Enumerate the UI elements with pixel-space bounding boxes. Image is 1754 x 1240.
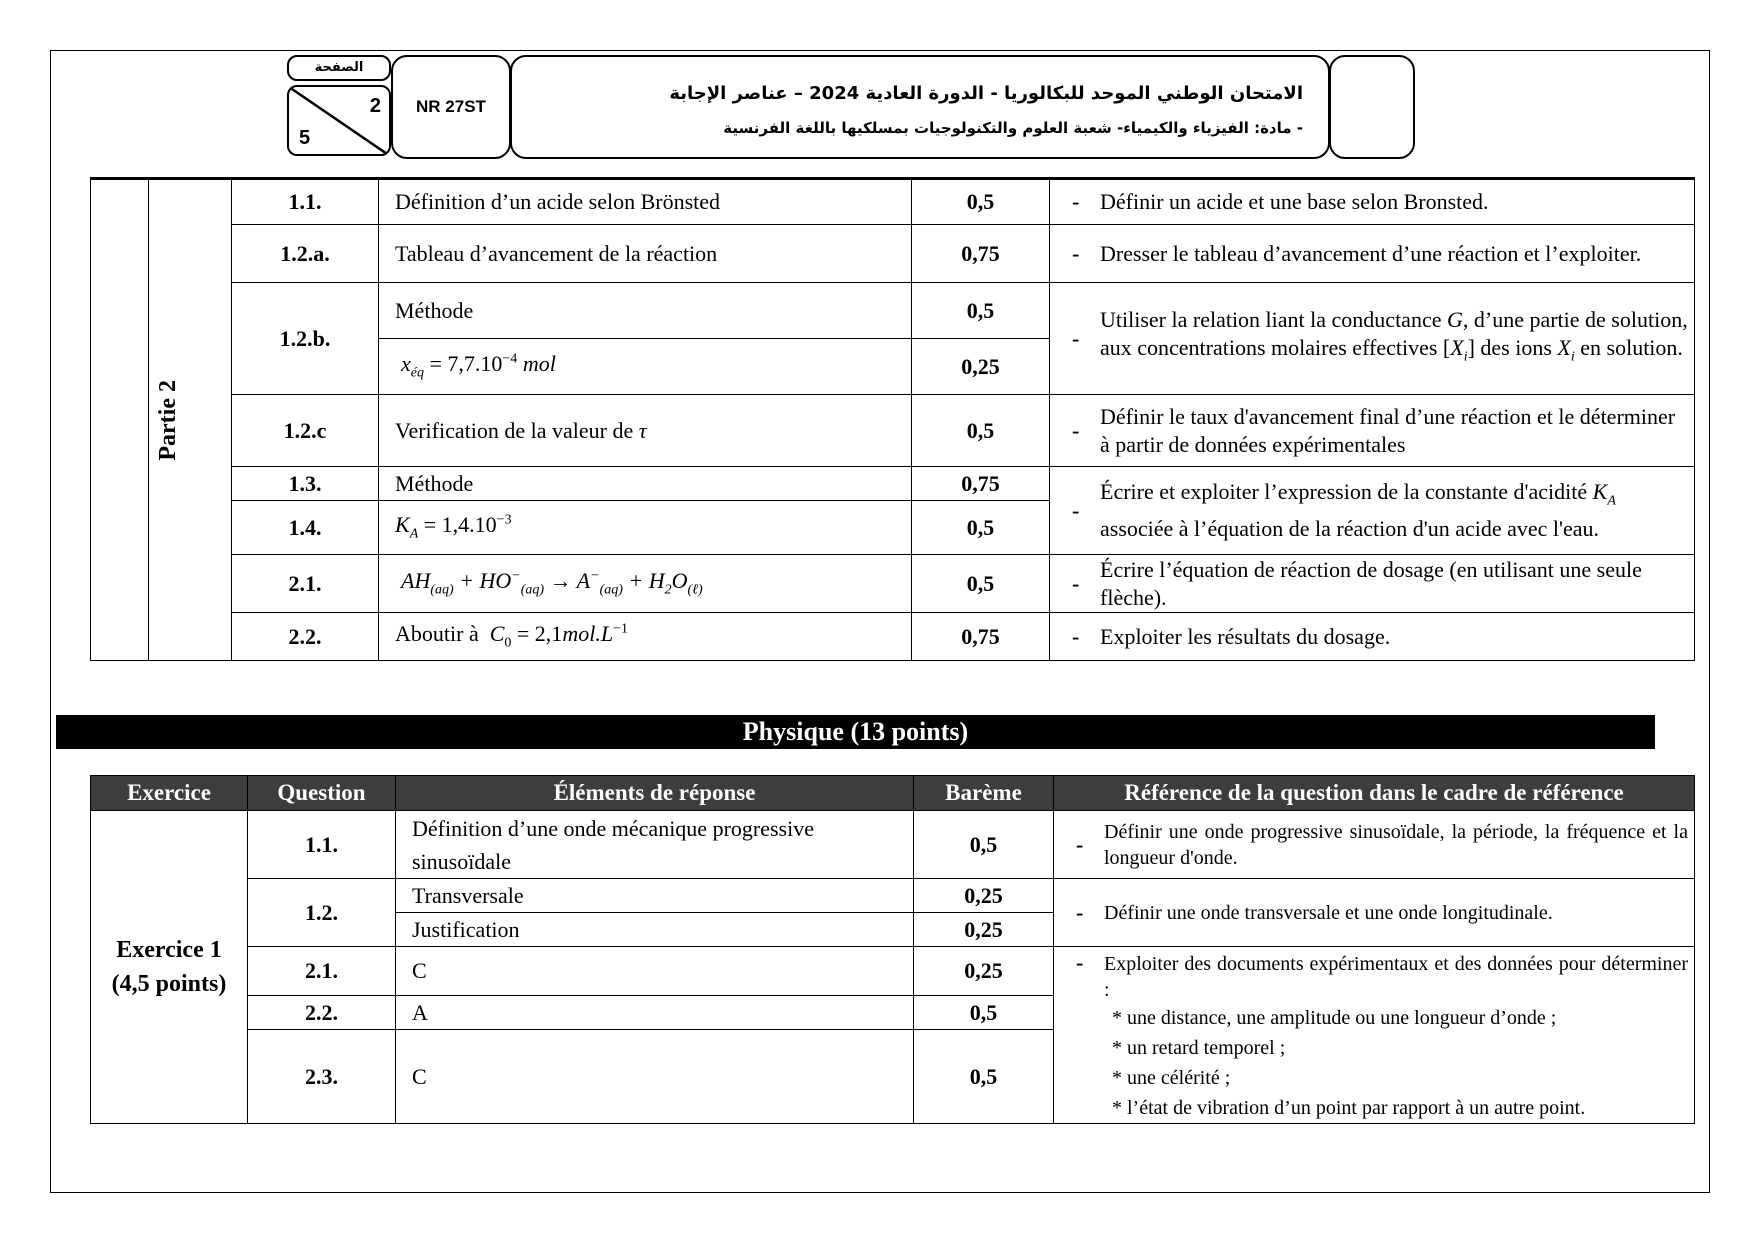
reference-cell: - Définir une onde progressive sinusoïdale, la période, la fréquence et la longueur d'onde. — [1054, 811, 1695, 879]
tau-symbol: τ — [638, 417, 647, 443]
reference-text: Définir une onde transversale et une onde longitudinale. — [1104, 901, 1553, 924]
reference-text: Exploiter des documents expérimentaux et des données pour déterminer : — [1104, 953, 1688, 1001]
reference-cell: - Exploiter les résultats du dosage. — [1050, 613, 1695, 661]
table-row — [91, 947, 1695, 996]
xeq-exp: −4 — [502, 351, 518, 367]
table-row — [91, 179, 1695, 225]
c0-prefix: Aboutir à — [395, 621, 479, 647]
ka-var: K — [395, 512, 410, 538]
reference-text: Écrire et exploiter l’expression de la constante d'acidité $K_A$ associée à l’équation de la réaction d'un acide avec l'eau. — [1100, 478, 1616, 542]
c0-val: = 2,1 — [511, 621, 563, 647]
bareme-value: 0,5 — [912, 555, 1050, 613]
table-row — [91, 811, 1695, 879]
header-exercice: Exercice — [91, 776, 248, 811]
answer-element-xeq — [379, 339, 912, 395]
reference-text: Définir le taux d'avancement final d’une réaction et le déterminer à partir de données expérimentales — [1100, 403, 1676, 457]
chimie-table — [90, 177, 1695, 661]
bareme-value: 0,75 — [912, 225, 1050, 283]
reference-item: * une distance, une amplitude ou une longueur d’onde ; — [1112, 1007, 1557, 1029]
exam-title-line1: الامتحان الوطني الموحد للبكالوريا - الدورة العادية 2024 – عناصر الإجابة — [669, 83, 1303, 104]
reference-cell: - Dresser le tableau d’avancement d’une réaction et l’exploiter. — [1050, 225, 1695, 283]
bareme-value: 0,5 — [914, 811, 1054, 879]
reference-text: Définir une onde progressive sinusoïdale, la période, la fréquence et la longueur d'onde. — [1104, 820, 1688, 869]
exam-title-box — [510, 55, 1330, 159]
page-number-box — [287, 55, 393, 156]
reference-item: * l’état de vibration d’un point par rapport à un autre point. — [1112, 1097, 1586, 1119]
question-number: 2.3. — [248, 1030, 396, 1124]
header-bareme: Barème — [914, 776, 1054, 811]
answer-element: Transversale — [396, 879, 914, 913]
c0-var: C — [489, 621, 505, 647]
exam-code: NR 27ST — [391, 55, 511, 159]
answer-element: Méthode — [379, 467, 912, 501]
reference-item: * un retard temporel ; — [1112, 1037, 1286, 1059]
question-number: 2.1. — [232, 555, 379, 613]
reference-item: * une célérité ; — [1112, 1067, 1231, 1089]
reference-cell: - Écrire et exploiter l’expression de la constante d'acidité $K_A$ associée à l’équation de la réaction d'un acide avec l'eau. — [1050, 467, 1695, 555]
table-row — [91, 283, 1695, 339]
table-row — [91, 467, 1695, 501]
xeq-var: x — [401, 351, 411, 377]
reference-text: Exploiter les résultats du dosage. — [1100, 623, 1391, 649]
partie-label: Partie 2 — [155, 379, 181, 461]
table-row — [91, 225, 1695, 283]
xeq-val: = 7,7.10 — [423, 351, 503, 377]
reference-text: Définir un acide et une base selon Bronsted. — [1100, 189, 1489, 214]
answer-element: Justification — [396, 913, 914, 947]
reference-text: Utiliser la relation liant la conductance G, d’une partie de solution, aux concentrations molaires effectives $[X_i]$ des ions $X_i$ en solution. — [1100, 306, 1688, 365]
answer-element: C — [396, 947, 914, 996]
bareme-value: 0,25 — [914, 879, 1054, 913]
logo-box — [1329, 55, 1415, 159]
table-header-row — [91, 776, 1695, 811]
ka-exp: −3 — [496, 512, 512, 528]
table-row — [91, 613, 1695, 661]
ka-sub: A — [409, 526, 419, 542]
answer-element: C — [396, 1030, 914, 1124]
xeq-sub: éq — [410, 365, 424, 381]
c0-unit: mol.L — [562, 621, 614, 647]
page-label: الصفحة — [287, 55, 391, 81]
bareme-value: 0,5 — [914, 1030, 1054, 1124]
header-reference: Référence de la question dans le cadre de référence — [1054, 776, 1695, 811]
ka-val: = 1,4.10 — [418, 512, 497, 538]
question-number: 2.2. — [232, 613, 379, 661]
reference-text: Dresser le tableau d’avancement d’une réaction et l’exploiter. — [1100, 240, 1642, 266]
reference-text: Écrire l’équation de réaction de dosage (en utilisant une seule flèche). — [1100, 556, 1642, 610]
table-row — [91, 395, 1695, 467]
bareme-value: 0,75 — [912, 467, 1050, 501]
question-number: 2.1. — [248, 947, 396, 996]
bareme-value: 0,5 — [912, 501, 1050, 555]
answer-element: Définition d’un acide selon Brönsted — [379, 179, 912, 225]
bareme-value: 0,5 — [912, 283, 1050, 339]
page-total: 5 — [299, 127, 311, 149]
question-number: 1.2. — [248, 879, 396, 947]
bareme-value: 0,25 — [912, 339, 1050, 395]
bareme-value: 0,25 — [914, 913, 1054, 947]
reference-cell: - Définir une onde transversale et une onde longitudinale. — [1054, 879, 1695, 947]
bareme-value: 0,25 — [914, 947, 1054, 996]
reference-cell: - Utiliser la relation liant la conductance G, d’une partie de solution, aux concentrations molaires effectives $[X_i]$ des ions $X_i$ en solution. — [1050, 283, 1695, 395]
partie-cell — [149, 179, 232, 661]
answer-element: Tableau d’avancement de la réaction — [379, 225, 912, 283]
question-number: 2.2. — [248, 995, 396, 1030]
answer-element: Définition d’une onde mécanique progressive sinusoïdale — [396, 811, 914, 879]
reference-cell: - Exploiter des documents expérimentaux et des données pour déterminer : * une distance, une amplitude ou une longueur d’onde ; * un retard temporel ; * une célérité ; * l’état de vibration d’un point par rapport à un autre point. — [1054, 947, 1695, 1124]
answer-element: A — [396, 995, 914, 1030]
answer-element-c0 — [379, 613, 912, 661]
exam-title-line2: - مادة: الفيزياء والكيمياء- شعبة العلوم والتكنولوجيات بمسلكيها باللغة الفرنسية — [723, 119, 1303, 137]
exercice-label: Exercice 1 — [116, 937, 222, 963]
bareme-value: 0,5 — [912, 395, 1050, 467]
exercice-points: (4,5 points) — [111, 971, 227, 997]
answer-element: Méthode — [379, 283, 912, 339]
physique-table — [90, 775, 1695, 1124]
answer-element-ka — [379, 501, 912, 555]
section-title: Physique (13 points) — [56, 715, 1655, 749]
question-number: 1.3. — [232, 467, 379, 501]
xeq-unit: mol — [522, 351, 556, 377]
question-number: 1.4. — [232, 501, 379, 555]
answer-element-tau — [379, 395, 912, 467]
reference-cell: - Définir le taux d'avancement final d’une réaction et le déterminer à partir de données expérimentales — [1050, 395, 1695, 467]
page-current: 2 — [369, 95, 381, 117]
tau-prefix: Verification de la valeur de — [395, 417, 634, 443]
page-fraction — [287, 85, 391, 156]
bareme-value: 0,75 — [912, 613, 1050, 661]
header-elements: Éléments de réponse — [396, 776, 914, 811]
table-row — [91, 555, 1695, 613]
question-number: 1.2.c — [232, 395, 379, 467]
c0-exp: −1 — [613, 621, 628, 637]
bareme-value: 0,5 — [912, 179, 1050, 225]
table-row — [91, 879, 1695, 913]
question-number: 1.2.b. — [232, 283, 379, 395]
reference-cell: - Écrire l’équation de réaction de dosage (en utilisant une seule flèche). — [1050, 555, 1695, 613]
answer-element-equation: $AH_{(aq)} + HO^-_{(aq)} \to A^-_{(aq)} + H_2O_{(\ell)}$ — [379, 555, 912, 613]
question-number: 1.1. — [232, 179, 379, 225]
question-number: 1.1. — [248, 811, 396, 879]
bareme-value: 0,5 — [914, 995, 1054, 1030]
question-number: 1.2.a. — [232, 225, 379, 283]
header-question: Question — [248, 776, 396, 811]
c0-sub: 0 — [504, 635, 512, 651]
exercice-cell — [91, 811, 248, 1124]
reference-cell: - Définir un acide et une base selon Bronsted. — [1050, 179, 1695, 225]
exercice-cell-empty — [91, 179, 149, 661]
